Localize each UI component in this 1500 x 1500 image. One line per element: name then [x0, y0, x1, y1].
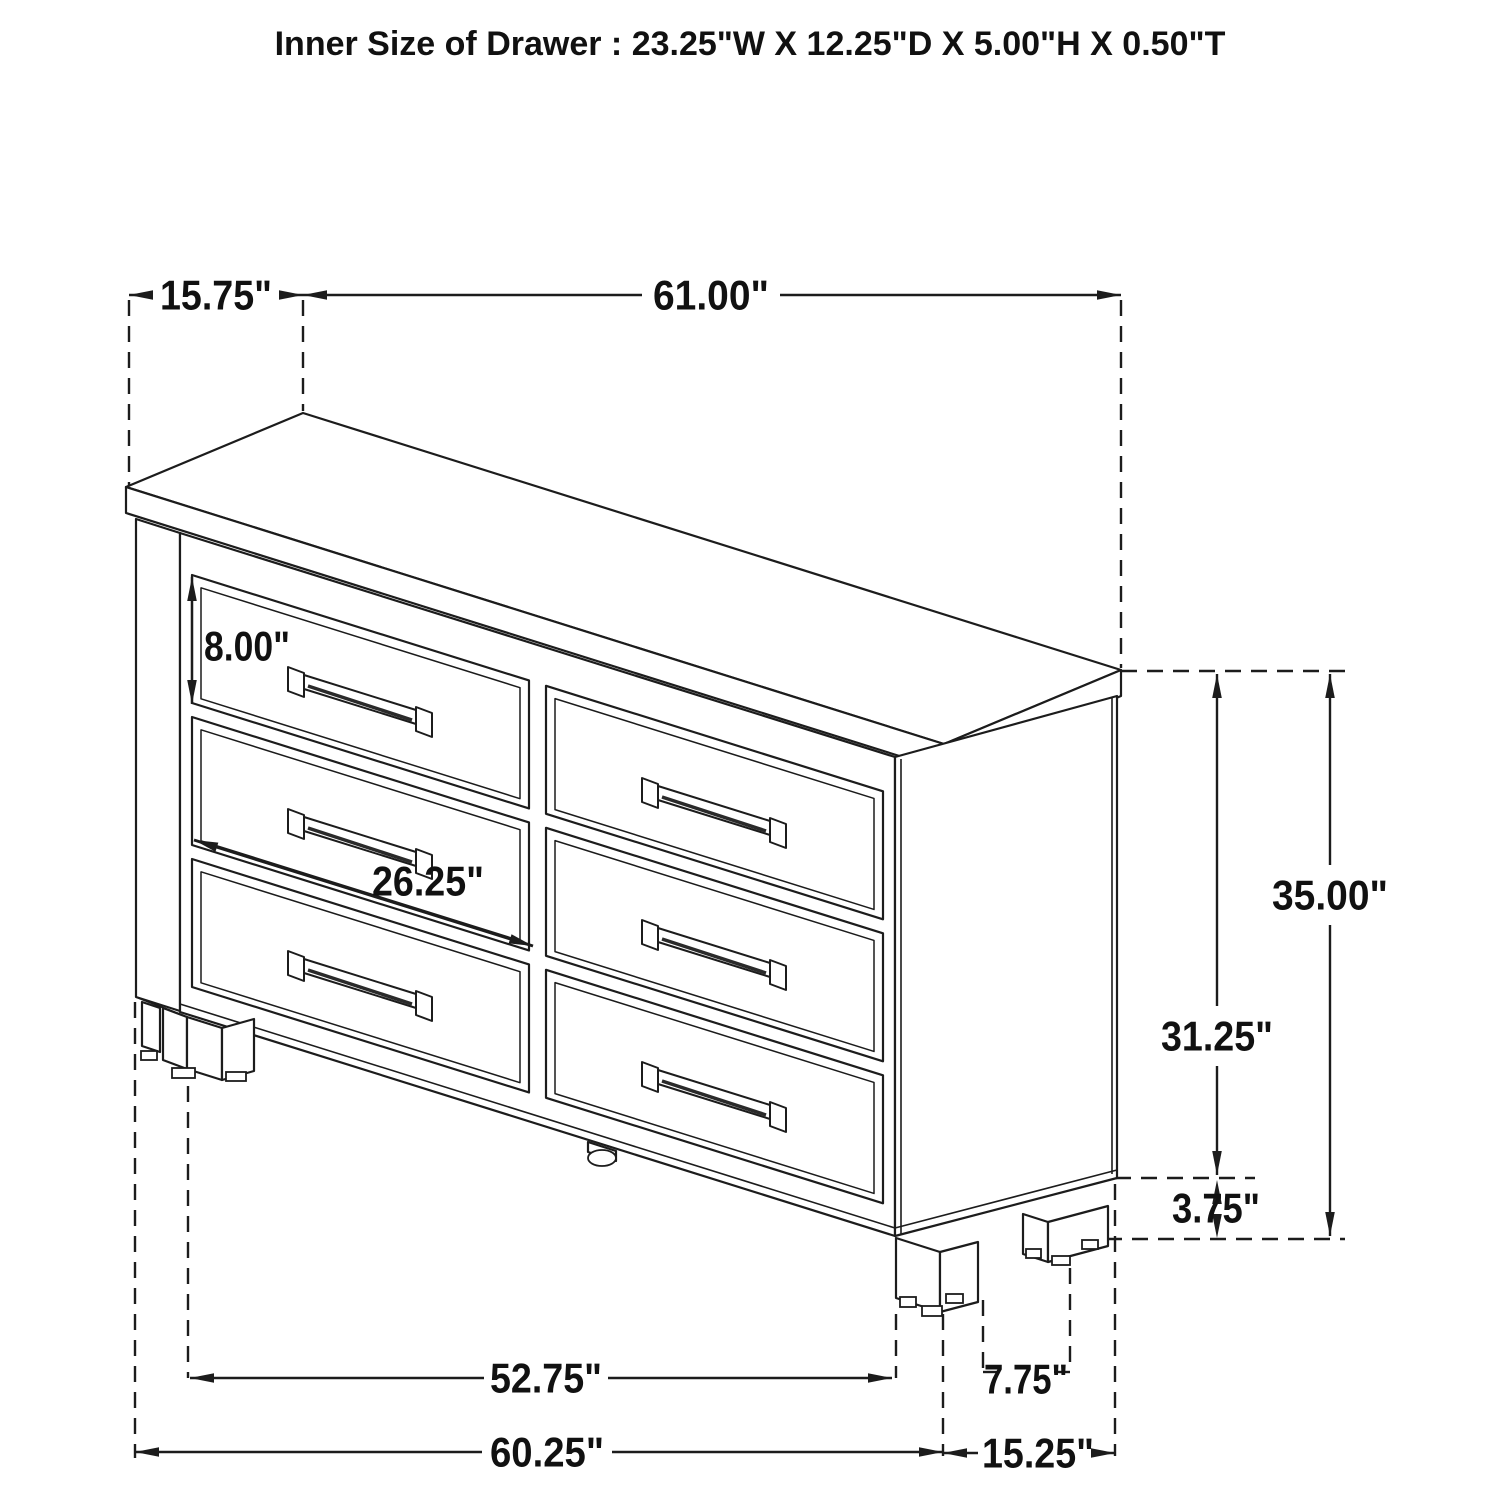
foot-pad — [226, 1072, 246, 1081]
foot-pad — [1026, 1249, 1041, 1258]
foot-pad — [1082, 1240, 1098, 1249]
foot-pad — [946, 1294, 963, 1303]
arrowhead — [1091, 1448, 1115, 1458]
arrowhead — [868, 1373, 892, 1383]
handle-end-cap — [770, 1102, 786, 1132]
dim-label-body-height: 31.25" — [1161, 1012, 1273, 1060]
dim-label-rear-leg-offset: 7.75" — [984, 1355, 1068, 1403]
page-title: Inner Size of Drawer : 23.25"W X 12.25"D X 5.00"H X 0.50"T — [274, 25, 1226, 63]
front-left-leg-side-face — [222, 1019, 254, 1080]
handle-end-cap — [416, 991, 432, 1021]
arrowhead — [1325, 1212, 1335, 1236]
foot-pad — [922, 1306, 942, 1316]
arrowhead — [190, 1373, 214, 1383]
front-left-leg-left-face — [163, 1008, 187, 1069]
foot-pad — [172, 1068, 195, 1078]
dim-label-base-width: 60.25" — [490, 1428, 604, 1476]
foot-pad — [141, 1051, 157, 1060]
dim-label-drawer-front-width: 26.25" — [372, 857, 484, 905]
dim-label-front-span: 52.75" — [490, 1354, 602, 1402]
handle-end-cap — [642, 920, 658, 950]
dim-label-base-depth: 15.25" — [982, 1429, 1094, 1477]
back-right-leg-side-face — [1048, 1206, 1108, 1262]
arrowhead — [135, 1447, 159, 1457]
arrowhead — [943, 1448, 967, 1458]
handle-end-cap — [642, 778, 658, 808]
dim-label-top-depth: 15.75" — [160, 271, 272, 319]
arrowhead — [303, 290, 327, 300]
foot-pad — [900, 1297, 916, 1307]
handle-end-cap — [770, 960, 786, 990]
handle-end-cap — [288, 667, 304, 697]
dim-label-top-width: 61.00" — [653, 271, 769, 319]
dim-label-drawer-front-height: 8.00" — [204, 622, 290, 670]
dresser-side-panel — [895, 696, 1117, 1236]
center-glide-foot — [588, 1150, 616, 1166]
arrowhead — [1212, 1151, 1222, 1175]
arrowhead — [919, 1447, 943, 1457]
arrowhead — [129, 290, 153, 300]
arrowhead — [1212, 674, 1222, 698]
back-left-leg — [142, 1002, 160, 1052]
arrowhead — [1097, 290, 1121, 300]
handle-end-cap — [416, 707, 432, 737]
handle-end-cap — [288, 809, 304, 839]
dresser-left-edge-panel — [136, 519, 180, 1011]
handle-end-cap — [770, 818, 786, 848]
foot-pad — [1052, 1256, 1070, 1265]
dim-label-leg-height: 3.75" — [1172, 1184, 1260, 1232]
handle-end-cap — [642, 1062, 658, 1092]
dim-label-overall-height: 35.00" — [1272, 871, 1388, 919]
arrowhead — [279, 290, 303, 300]
handle-end-cap — [288, 951, 304, 981]
arrowhead — [1325, 674, 1335, 698]
